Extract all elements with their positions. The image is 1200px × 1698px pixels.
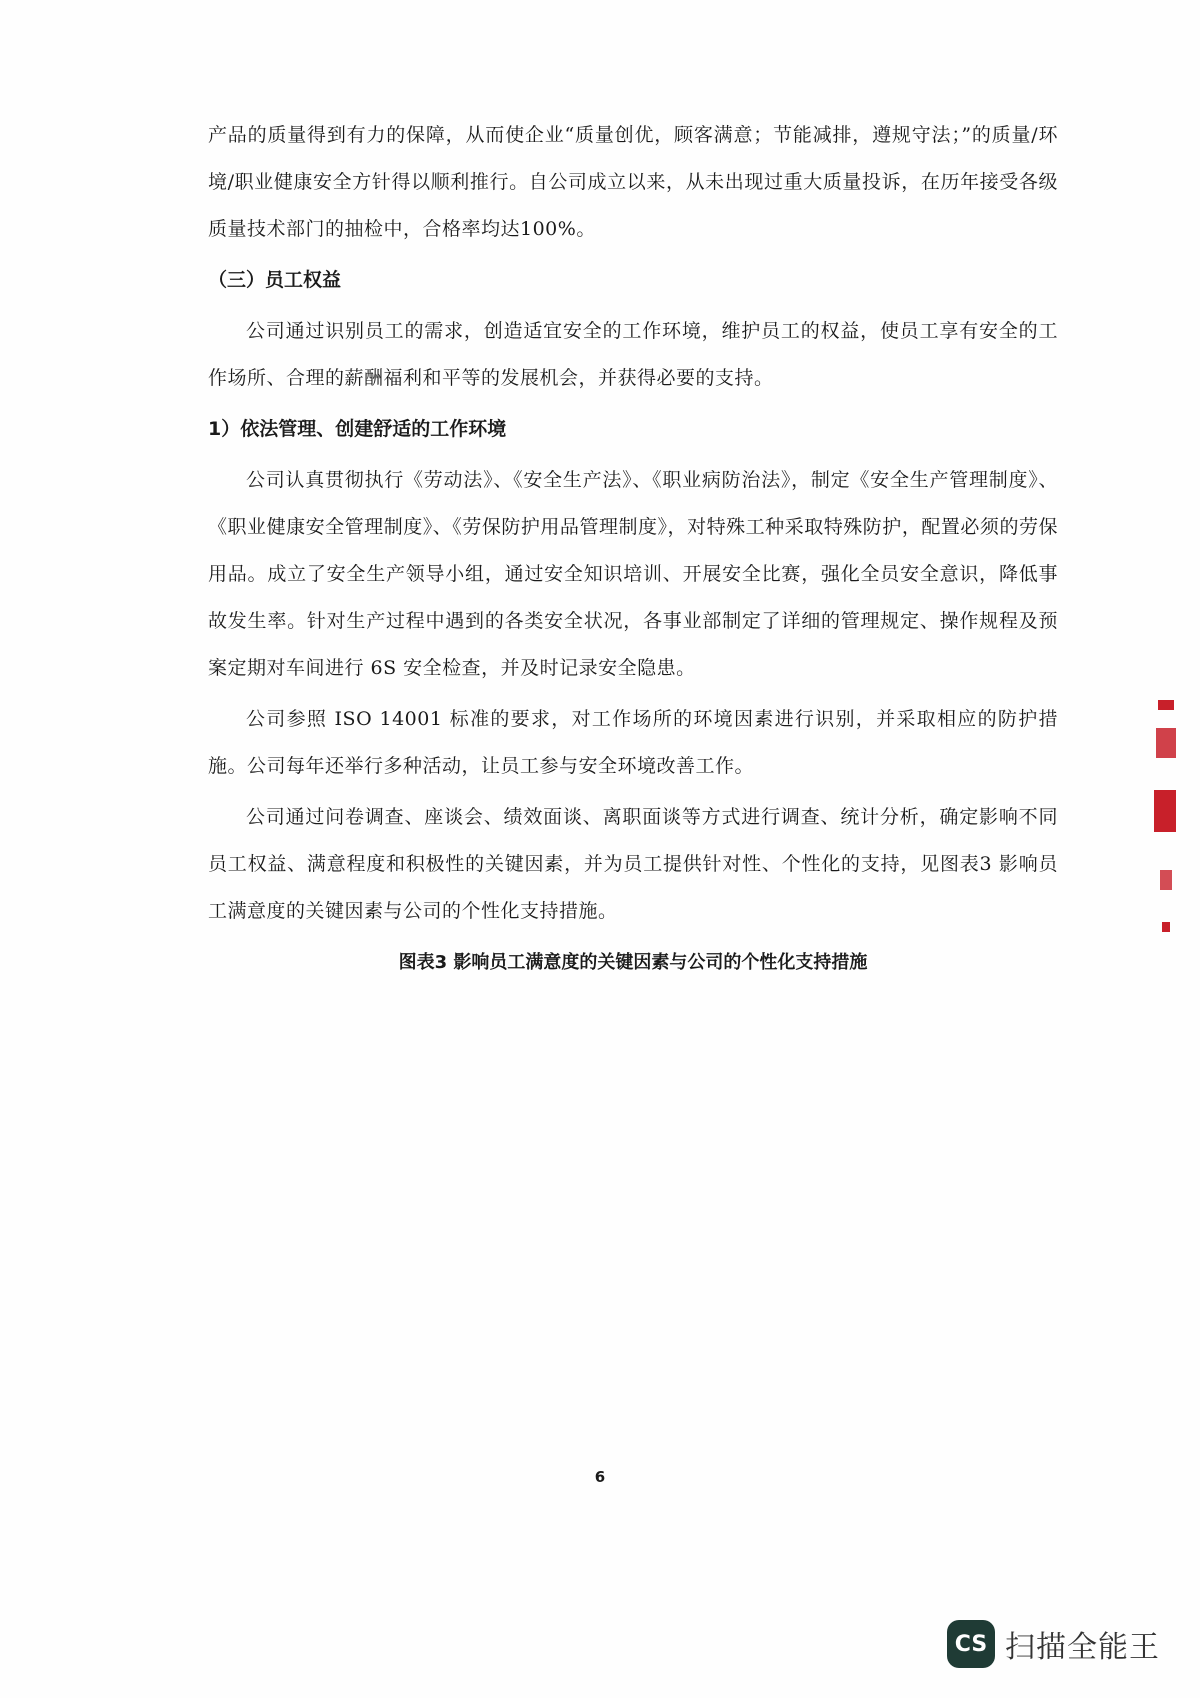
paragraph-iso-14001: 公司参照 ISO 14001 标准的要求，对工作场所的环境因素进行识别，并采取相应的防护措施。公司每年还举行多种活动，让员工参与安全环境改善工作。 — [208, 708, 1058, 777]
camscanner-logo-icon: CS — [947, 1620, 995, 1668]
paragraph-satisfaction-survey: 公司通过问卷调查、座谈会、绩效面谈、离职面谈等方式进行调查、统计分析，确定影响不同员工权益、满意程度和积极性的关键因素，并为员工提供针对性、个性化的支持，见图表3 影响员工满意度的关键因素与公司的个性化支持措施。 — [208, 806, 1058, 922]
watermark-app-name: 扫描全能王 — [1005, 1630, 1160, 1665]
figure-caption: 图表3 影响员工满意度的关键因素与公司的个性化支持措施 — [398, 952, 868, 973]
paragraph-safety-laws: 公司认真贯彻执行《劳动法》、《安全生产法》、《职业病防治法》，制定《安全生产管理制度》、《职业健康安全管理制度》、《劳保防护用品管理制度》，对特殊工种采取特殊防护，配置必须的劳保用品。成立了安全生产领导小组，通过安全知识培训、开展安全比赛，强化全员安全意识，降低事故发生率。针对生产过程中遇到的各类安全状况，各事业部制定了详细的管理规定、操作规程及预案定期对车间进行 6S 安全检查，并及时记录安全隐患。 — [208, 469, 1058, 679]
red-seal-fragment — [1152, 700, 1178, 950]
paragraph-employee-needs: 公司通过识别员工的需求，创造适宜安全的工作环境，维护员工的权益，使员工享有安全的工作场所、合理的薪酬福利和平等的发展机会，并获得必要的支持。 — [208, 320, 1058, 389]
page-number: 6 — [594, 1468, 606, 1486]
camscanner-watermark — [947, 1620, 1160, 1668]
section-heading-employee-rights: （三）员工权益 — [208, 269, 342, 291]
subsection-heading-work-environment: 1）依法管理、创建舒适的工作环境 — [208, 418, 507, 440]
document-body — [208, 112, 1058, 986]
paragraph-quality: 产品的质量得到有力的保障，从而使企业“质量创优，顾客满意；节能减排，遵规守法；”的质量/环境/职业健康安全方针得以顺利推行。自公司成立以来，从未出现过重大质量投诉，在历年接受各级质量技术部门的抽检中，合格率均达100%。 — [208, 124, 1058, 240]
